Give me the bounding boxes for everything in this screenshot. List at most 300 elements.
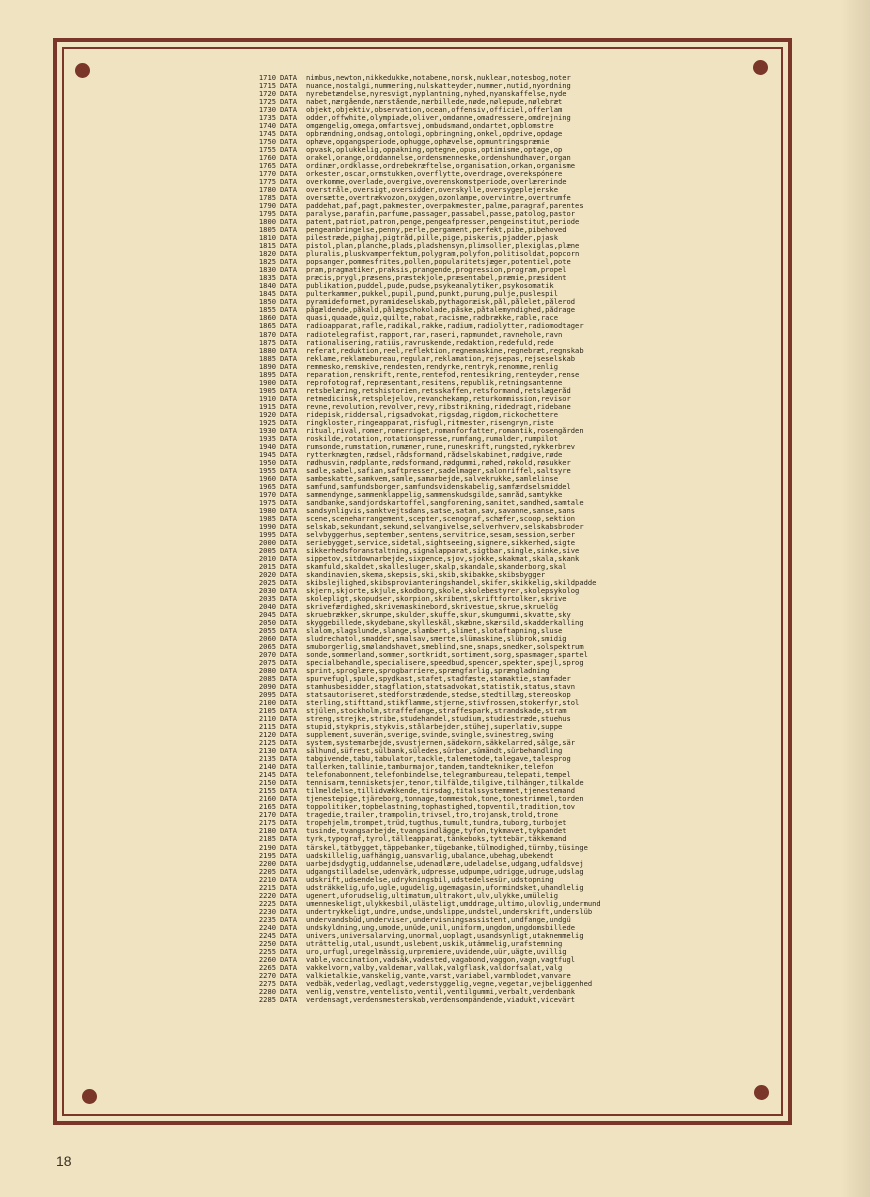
- listing-line: [254, 298, 774, 306]
- data-words: retmedicinsk,retsplejelov,revanchekamp,returkommission,revisor: [306, 394, 571, 403]
- listing-line: [254, 194, 774, 202]
- line-number: 2040: [258, 603, 276, 612]
- corner-dot-bottom-right: [754, 1085, 769, 1100]
- listing-line: [254, 787, 774, 795]
- line-number: 2030: [258, 587, 276, 595]
- line-number: 2130: [258, 747, 276, 756]
- data-words: ordinær,ordklasse,ordrebekræftelse,organisation,orkan,organisme: [306, 162, 576, 171]
- line-number: 2080: [258, 667, 276, 676]
- data-keyword: DATA: [280, 482, 298, 491]
- data-words: specialbehandle,specialisere,speedbud,spencer,spekter,spejl,sprog: [306, 659, 584, 668]
- listing-line: [254, 916, 774, 924]
- data-words: popsanger,pommesfrites,pollen,popularitetsjæger,potentiel,pote: [306, 258, 571, 267]
- listing-line: [254, 90, 774, 98]
- line-number: 2000: [258, 538, 276, 547]
- data-words: streng,strejke,stribe,studehandel,studium,studiestræde,stuehus: [306, 715, 571, 724]
- data-keyword: DATA: [280, 138, 298, 147]
- data-keyword: DATA: [280, 458, 298, 467]
- line-number: 2155: [258, 787, 276, 796]
- line-number: 1730: [258, 106, 276, 115]
- data-keyword: DATA: [280, 266, 298, 275]
- data-words: patent,patriot,patron,penge,pengeafpresser,pengeinstitut,periode: [306, 218, 580, 227]
- data-words: skjern,skjorte,skjule,skodborg,skole,skolebestyrer,skolepsykolog: [306, 587, 580, 595]
- line-number: 2140: [258, 763, 276, 772]
- line-number: 2285: [258, 995, 276, 1004]
- listing-line: [254, 347, 774, 355]
- data-words: publikation,puddel,pude,pudse,psykeanalytiker,psykosomatik: [306, 282, 554, 291]
- data-keyword: DATA: [280, 466, 298, 475]
- listing-line: [254, 218, 774, 226]
- line-number: 2115: [258, 723, 276, 732]
- data-keyword: DATA: [280, 907, 298, 916]
- data-keyword: DATA: [280, 554, 298, 563]
- line-number: 2240: [258, 923, 276, 932]
- line-number: 2190: [258, 843, 276, 852]
- listing-line: [254, 138, 774, 146]
- line-number: 2160: [258, 795, 276, 804]
- listing-line: [254, 210, 774, 218]
- line-number: 1945: [258, 450, 276, 459]
- data-keyword: DATA: [280, 987, 298, 996]
- data-words: selskab,sekundant,sekund,selvangivelse,selverhverv,selskabsbroder: [306, 522, 584, 531]
- data-words: ritual,rival,romer,romerriget,romanforfatter,romantik,rosengården: [306, 426, 584, 435]
- data-words: udgangstilladelse,udenvärk,udpresse,udpumpe,udrigge,udruge,udslag: [306, 867, 584, 876]
- data-words: revne,revolution,revolver,revy,ribstrikning,ridedragt,ridebane: [306, 402, 571, 411]
- data-keyword: DATA: [280, 210, 298, 219]
- data-words: skrivefærdighed,skrivemaskinebord,skrivestue,skrue,skruelög: [306, 603, 558, 612]
- data-words: remmesko,remskive,rendesten,rendyrke,rentryk,renomme,renlig: [306, 362, 558, 371]
- data-keyword: DATA: [280, 402, 298, 411]
- data-keyword: DATA: [280, 595, 298, 604]
- data-words: valkietalkie,vanskelig,vante,varst,variabel,varmblodet,vanvare: [306, 971, 571, 980]
- listing-line: [254, 258, 774, 266]
- listing-line: [254, 908, 774, 916]
- line-number: 2230: [258, 907, 276, 916]
- data-words: radiotelegrafist,rapport,rar,raseri,rapmundet,ravnehole,ravn: [306, 330, 563, 339]
- listing-line: [254, 715, 774, 723]
- data-words: verdensagt,verdensmesterskab,verdensompändende,viadukt,vicevärt: [306, 995, 576, 1004]
- listing-line: [254, 924, 774, 932]
- data-keyword: DATA: [280, 779, 298, 788]
- listing-line: [254, 523, 774, 531]
- listing-line: [254, 322, 774, 330]
- data-keyword: DATA: [280, 418, 298, 427]
- line-number: 2185: [258, 835, 276, 844]
- line-number: 2050: [258, 619, 276, 628]
- line-number: 2200: [258, 859, 276, 868]
- line-number: 2175: [258, 819, 276, 828]
- listing-line: [254, 611, 774, 619]
- data-words: udskrift,udsendelse,udrykningsbil,udstedelsesür,udstopning: [306, 875, 554, 884]
- data-keyword: DATA: [280, 394, 298, 403]
- listing-line: [254, 499, 774, 507]
- data-words: nuance,nostalgi,nummering,nulskatteyder,nummer,nutid,nyordning: [306, 82, 571, 91]
- listing-line: [254, 98, 774, 106]
- line-number: 2265: [258, 963, 276, 972]
- data-keyword: DATA: [280, 667, 298, 676]
- listing-line: [254, 627, 774, 635]
- line-number: 1800: [258, 218, 276, 227]
- data-keyword: DATA: [280, 218, 298, 227]
- listing-line: [254, 811, 774, 819]
- line-number: 1950: [258, 458, 276, 467]
- data-keyword: DATA: [280, 963, 298, 972]
- data-keyword: DATA: [280, 811, 298, 820]
- data-words: sammendynge,sammenklappelig,sammenskudsgilde,samråd,samtykke: [306, 490, 563, 499]
- listing-line: [254, 635, 774, 643]
- listing-line: [254, 226, 774, 234]
- data-words: orakel,orange,orddannelse,ordensmenneske,ordenshundhaver,organ: [306, 154, 571, 163]
- listing-line: [254, 884, 774, 892]
- listing-line: [254, 154, 774, 162]
- data-keyword: DATA: [280, 883, 298, 892]
- data-words: uarbejdsdygtig,uddannelse,udenadlære,udeladelse,udgang,udfaldsvej: [306, 859, 584, 868]
- data-keyword: DATA: [280, 498, 298, 507]
- listing-line: [254, 539, 774, 547]
- line-number: 2095: [258, 691, 276, 700]
- data-keyword: DATA: [280, 587, 298, 595]
- data-keyword: DATA: [280, 538, 298, 547]
- data-keyword: DATA: [280, 827, 298, 836]
- data-words: roskilde,rotation,rotationspresse,rumfang,rumalder,rumpilot: [306, 434, 558, 443]
- data-keyword: DATA: [280, 346, 298, 355]
- data-words: reklame,reklamebureau,regular,reklamation,rejsepas,rejseselskab: [306, 354, 576, 363]
- data-keyword: DATA: [280, 186, 298, 195]
- data-words: skolepligt,skopudser,skorpion,skribent,skriftfortolker,skrive: [306, 595, 567, 604]
- data-keyword: DATA: [280, 651, 298, 660]
- data-words: tyrk,typograf,tyrol,tälleapparat,tänkeboks,tyttebär,täkkemand: [306, 835, 567, 844]
- line-number: 2075: [258, 659, 276, 668]
- data-keyword: DATA: [280, 859, 298, 868]
- data-words: pilestræde,pighaj,pigtråd,pille,pige,piskeris,pjadder,pjask: [306, 234, 558, 243]
- data-keyword: DATA: [280, 514, 298, 523]
- listing-line: [254, 739, 774, 747]
- listing-line: [254, 779, 774, 787]
- line-number: 1795: [258, 210, 276, 219]
- line-number: 2120: [258, 731, 276, 740]
- data-words: odder,offwhite,olympiade,oliver,omdanne,omadressere,omdrejning: [306, 114, 571, 123]
- data-words: uro,urfugl,uregelmässig,urpremiere,uvidende,uür,uägte,uvillig: [306, 947, 567, 956]
- line-number: 1890: [258, 362, 276, 371]
- data-keyword: DATA: [280, 530, 298, 539]
- line-number: 2145: [258, 771, 276, 780]
- data-words: sälhund,süfrest,sülbank,süledes,sürbar,sümändt,sürbehandling: [306, 747, 563, 756]
- line-number: 1995: [258, 530, 276, 539]
- line-number: 2090: [258, 683, 276, 692]
- data-words: venlig,venstre,ventelisto,ventil,ventilgummi,verbalt,verdenbank: [306, 987, 576, 996]
- data-words: omgængelig,omega,omfartsvej,ombudsmand,ondartet,opblomstre: [306, 122, 554, 131]
- data-words: skruebrækker,skrumpe,skulder,skuffe,skur,skumgummi,skvatte,sky: [306, 611, 571, 620]
- line-number: 1850: [258, 298, 276, 307]
- data-keyword: DATA: [280, 122, 298, 131]
- data-keyword: DATA: [280, 851, 298, 860]
- listing-line: [254, 691, 774, 699]
- data-words: seriebygget,service,sidetal,sightseeing,signere,sikkerhed,sigte: [306, 538, 576, 547]
- data-words: undskyldning,ung,umode,unüde,unil,uniform,ungdom,ungdomsbillede: [306, 923, 576, 932]
- line-number: 1965: [258, 482, 276, 491]
- listing-line: [254, 411, 774, 419]
- data-words: skamfuld,skaldet,skallesluger,skalp,skandale,skanderborg,skal: [306, 562, 567, 571]
- listing-line: [254, 827, 774, 835]
- line-number: 1860: [258, 314, 276, 323]
- data-keyword: DATA: [280, 146, 298, 155]
- data-words: overstråle,oversigt,oversidder,overskylle,oversygeplejerske: [306, 186, 558, 195]
- line-number: 2110: [258, 715, 276, 724]
- data-keyword: DATA: [280, 931, 298, 940]
- listing-line: [254, 667, 774, 675]
- listing-line: [254, 451, 774, 459]
- basic-data-listing: [254, 74, 774, 1004]
- line-number: 1930: [258, 426, 276, 435]
- listing-line: [254, 515, 774, 523]
- data-words: paddehat,paf,pagt,pakmester,overpakmester,palme,paragraf,parentes: [306, 202, 584, 211]
- listing-line: [254, 395, 774, 403]
- listing-line: [254, 234, 774, 242]
- line-number: 2215: [258, 883, 276, 892]
- listing-line: [254, 603, 774, 611]
- data-words: samfund,samfundsborger,samfundsvidenskabelig,samfærdselsmiddel: [306, 482, 571, 491]
- data-words: præcis,prygl,præsens,præstekjole,præsentabel,præmie,præsident: [306, 274, 567, 283]
- line-number: 1735: [258, 114, 276, 123]
- data-keyword: DATA: [280, 90, 298, 99]
- data-words: stamhusbesidder,stagflation,statsadvokat,statistik,status,stavn: [306, 683, 576, 692]
- line-number: 1820: [258, 250, 276, 259]
- listing-line: [254, 387, 774, 395]
- line-number: 1880: [258, 346, 276, 355]
- listing-line: [254, 964, 774, 972]
- line-number: 1785: [258, 194, 276, 203]
- listing-line: [254, 892, 774, 900]
- listing-line: [254, 755, 774, 763]
- listing-line: [254, 507, 774, 515]
- listing-line: [254, 868, 774, 876]
- listing-line: [254, 186, 774, 194]
- data-keyword: DATA: [280, 795, 298, 804]
- listing-line: [254, 723, 774, 731]
- data-keyword: DATA: [280, 819, 298, 828]
- data-words: stupid,stykpris,stykvis,stålarbejder,stühej,superlativ,suppe: [306, 723, 563, 732]
- data-keyword: DATA: [280, 250, 298, 259]
- listing-line: [254, 531, 774, 539]
- data-keyword: DATA: [280, 619, 298, 628]
- listing-line: [254, 988, 774, 996]
- data-keyword: DATA: [280, 202, 298, 211]
- data-keyword: DATA: [280, 354, 298, 363]
- listing-line: [254, 659, 774, 667]
- data-keyword: DATA: [280, 370, 298, 379]
- line-number: 1885: [258, 354, 276, 363]
- data-keyword: DATA: [280, 178, 298, 187]
- line-number: 2035: [258, 595, 276, 604]
- data-keyword: DATA: [280, 995, 298, 1004]
- line-number: 1925: [258, 418, 276, 427]
- data-words: opbrændning,ondsag,ontologi,opbringning,onkel,opdrive,opdage: [306, 130, 563, 139]
- data-words: rationalisering,ratiüs,ravruskende,redaktion,redefuld,rede: [306, 338, 554, 347]
- data-words: sandbanke,sandjordskartoffel,sangforening,sanitet,sandhed,samtale: [306, 498, 584, 507]
- data-words: ophæve,opgangsperiode,ophugge,ophævelse,opmuntringspræmie: [306, 138, 550, 147]
- data-keyword: DATA: [280, 803, 298, 812]
- listing-line: [254, 555, 774, 563]
- data-words: slalom,slagslunde,slange,slambert,slimet,slotaftapning,sluse: [306, 627, 563, 636]
- data-words: pluralis,pluskvamperfektum,polygram,polyfon,politisoldat,popcorn: [306, 250, 580, 259]
- line-number: 1905: [258, 386, 276, 395]
- line-number: 1720: [258, 90, 276, 99]
- corner-dot-bottom-left: [82, 1089, 97, 1104]
- listing-line: [254, 74, 774, 82]
- data-keyword: DATA: [280, 739, 298, 748]
- data-words: smuborgerlig,smølandshavet,smeblind,sne,snaps,snedker,solspektrum: [306, 643, 584, 652]
- data-words: ugenert,uforudselig,ultimatum,ultrakort,ulv,ulykke,umülelig: [306, 891, 558, 900]
- data-words: tragedie,trailer,trampolin,trivsel,tro,trojansk,trold,trone: [306, 811, 558, 820]
- data-keyword: DATA: [280, 154, 298, 163]
- line-number: 1970: [258, 490, 276, 499]
- data-words: stjülen,stockholm,straffefange,straffespark,strandskade,stram: [306, 707, 567, 716]
- line-number: 1745: [258, 130, 276, 139]
- page-edge-shadow: [840, 0, 870, 1197]
- line-number: 2025: [258, 578, 276, 587]
- data-keyword: DATA: [280, 971, 298, 980]
- listing-line: [254, 563, 774, 571]
- line-number: 1935: [258, 434, 276, 443]
- listing-line: [254, 643, 774, 651]
- line-number: 2225: [258, 899, 276, 908]
- line-number: 1815: [258, 242, 276, 251]
- data-words: tropehjelm,trompet,trüd,tugthus,tumult,tundra,tuborg,turbojet: [306, 819, 567, 828]
- data-keyword: DATA: [280, 506, 298, 515]
- data-keyword: DATA: [280, 274, 298, 283]
- data-keyword: DATA: [280, 723, 298, 732]
- listing-line: [254, 651, 774, 659]
- data-keyword: DATA: [280, 426, 298, 435]
- data-words: vedbäk,vederlag,vedlagt,vederstyggelig,vegne,vegetar,vejbeliggenhed: [306, 979, 593, 988]
- listing-line: [254, 819, 774, 827]
- data-words: toppolitiker,topbelastning,tophastighed,topventil,tradition,tov: [306, 803, 576, 812]
- listing-line: [254, 274, 774, 282]
- listing-line: [254, 339, 774, 347]
- listing-line: [254, 371, 774, 379]
- listing-line: [254, 331, 774, 339]
- line-number: 2205: [258, 867, 276, 876]
- data-keyword: DATA: [280, 731, 298, 740]
- line-number: 1810: [258, 234, 276, 243]
- listing-line: [254, 202, 774, 210]
- data-keyword: DATA: [280, 410, 298, 419]
- data-words: spurvefugl,spule,spydkast,stafet,stadfæste,stamaktie,stamfader: [306, 675, 571, 684]
- data-keyword: DATA: [280, 378, 298, 387]
- data-words: pulterkammer,pukkel,pupil,pund,punkt,purung,pulje,puslespil: [306, 290, 558, 299]
- data-keyword: DATA: [280, 875, 298, 884]
- listing-line: [254, 763, 774, 771]
- data-keyword: DATA: [280, 939, 298, 948]
- line-number: 1980: [258, 506, 276, 515]
- data-words: supplement,suverän,sverige,svinde,svingle,svinestreg,swing: [306, 731, 554, 740]
- listing-line: [254, 122, 774, 130]
- line-number: 2055: [258, 627, 276, 636]
- listing-line: [254, 852, 774, 860]
- data-keyword: DATA: [280, 162, 298, 171]
- data-words: sprint,sproglære,sprogbarriere,sprængfarlig,sprængladning: [306, 667, 550, 676]
- listing-line: [254, 419, 774, 427]
- data-words: paralyse,parafin,parfume,passager,passabel,passe,patolog,pastor: [306, 210, 576, 219]
- data-keyword: DATA: [280, 338, 298, 347]
- data-keyword: DATA: [280, 771, 298, 780]
- listing-line: [254, 106, 774, 114]
- line-number: 1755: [258, 146, 276, 155]
- data-words: scene,sceneharrangement,scepter,scenograf,schæfer,scoop,sektion: [306, 514, 576, 523]
- line-number: 2065: [258, 643, 276, 652]
- line-number: 2125: [258, 739, 276, 748]
- data-words: sadle,sabel,safian,saftpresser,sadelmager,salonriffel,saltsyre: [306, 466, 571, 475]
- data-keyword: DATA: [280, 787, 298, 796]
- data-words: uträttelig,utal,usundt,uslebent,uskik,utämmelig,urafstemning: [306, 939, 563, 948]
- data-keyword: DATA: [280, 843, 298, 852]
- data-words: sambeskatte,samkvem,samle,samarbejde,salvekrukke,samlelinse: [306, 474, 558, 483]
- data-words: opvask,oplukkelig,oppakning,optegne,opus,optimisme,optage,op: [306, 146, 563, 155]
- listing-line: [254, 699, 774, 707]
- line-number: 1870: [258, 330, 276, 339]
- listing-line: [254, 619, 774, 627]
- data-keyword: DATA: [280, 707, 298, 716]
- data-words: pengeanbringelse,penny,perle,pergament,perfekt,pibe,pibehoved: [306, 226, 567, 235]
- line-number: 1975: [258, 498, 276, 507]
- data-keyword: DATA: [280, 683, 298, 692]
- data-words: pyramideformet,pyramideselskab,pythagoræisk,pål,pålelet,pålerod: [306, 298, 576, 307]
- listing-line: [254, 483, 774, 491]
- data-keyword: DATA: [280, 675, 298, 684]
- line-number: 1960: [258, 474, 276, 483]
- listing-line: [254, 130, 774, 138]
- data-keyword: DATA: [280, 242, 298, 251]
- data-words: sandsynligvis,sanktvejtsdans,satse,satan,sav,savanne,sanse,sans: [306, 506, 576, 515]
- line-number: 1805: [258, 226, 276, 235]
- data-keyword: DATA: [280, 490, 298, 499]
- line-number: 1990: [258, 522, 276, 531]
- listing-line: [254, 290, 774, 298]
- listing-line: [254, 972, 774, 980]
- line-number: 2010: [258, 554, 276, 563]
- listing-line: [254, 579, 774, 587]
- data-keyword: DATA: [280, 546, 298, 555]
- data-words: sterling,stifttand,stikflamme,stjerne,stivfrossen,stokerfyr,stol: [306, 699, 580, 708]
- line-number: 1830: [258, 266, 276, 275]
- data-words: telefonabonnent,telefonbindelse,telegrambureau,telepati,tempel: [306, 771, 571, 780]
- line-number: 2150: [258, 779, 276, 788]
- data-words: overkomme,overlade,overgive,overenskomstperiode,overlærerinde: [306, 178, 567, 187]
- line-number: 1750: [258, 138, 276, 147]
- line-number: 2210: [258, 875, 276, 884]
- line-number: 1955: [258, 466, 276, 475]
- data-words: oversætte,overtrækvozon,oxygen,ozonlampe,overvintre,overtrumfe: [306, 194, 571, 203]
- data-keyword: DATA: [280, 290, 298, 299]
- line-number: 2060: [258, 635, 276, 644]
- data-words: nimbus,newton,nikkedukke,notabene,norsk,nuklear,notesbog,noter: [306, 74, 571, 82]
- data-words: selvbyggerhus,september,sentens,servitrice,sesam,session,serber: [306, 530, 576, 539]
- data-keyword: DATA: [280, 867, 298, 876]
- data-words: tabgivende,tabu,tabulator,tackle,talemetode,talegave,talesprog: [306, 755, 571, 764]
- line-number: 1780: [258, 186, 276, 195]
- listing-line: [254, 178, 774, 186]
- listing-line: [254, 948, 774, 956]
- data-keyword: DATA: [280, 234, 298, 243]
- data-keyword: DATA: [280, 82, 298, 91]
- listing-line: [254, 595, 774, 603]
- line-number: 1920: [258, 410, 276, 419]
- data-words: tjenestepige,tjäreborg,tonnage,tommestok,tone,tonestrimmel,torden: [306, 795, 584, 804]
- line-number: 2165: [258, 803, 276, 812]
- listing-line: [254, 996, 774, 1004]
- data-keyword: DATA: [280, 106, 298, 115]
- line-number: 2045: [258, 611, 276, 620]
